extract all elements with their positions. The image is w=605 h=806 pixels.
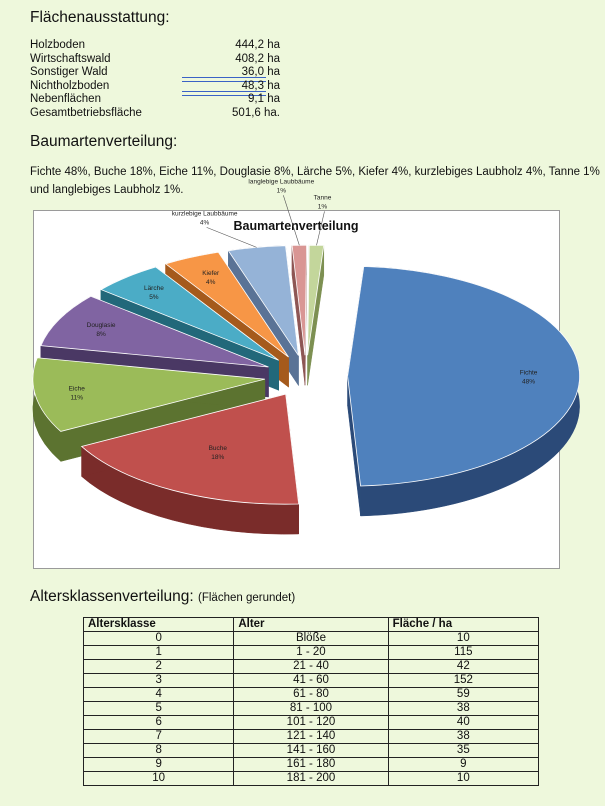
table-row [84, 688, 539, 702]
area-value: 408,2 ha [235, 52, 280, 65]
table-cell: 115 [388, 646, 538, 660]
table-cell: 6 [84, 716, 234, 730]
area-label: Nebenflächen [30, 93, 101, 105]
pie-label-value: 18% [211, 453, 225, 461]
area-value: 501,6 ha. [232, 106, 280, 119]
area-row-nichtholzboden [30, 80, 280, 94]
table-cell: 38 [388, 702, 538, 716]
table-row [84, 632, 539, 646]
table-cell: 5 [84, 702, 234, 716]
pie-label-value: 1% [276, 187, 287, 195]
area-value: 444,2 ha [235, 39, 280, 51]
pie-label-name: langlebige Laubbäume [248, 178, 315, 186]
pie-label-value: 11% [70, 394, 84, 402]
area-row-holzboden [30, 39, 280, 53]
pie-label-value: 48% [522, 378, 536, 386]
table-cell: 141 - 160 [234, 744, 388, 758]
pie-label-name: Eiche [68, 385, 85, 393]
table-header-row [84, 618, 539, 632]
table-cell: 7 [84, 730, 234, 744]
pie-label-value: 4% [199, 219, 210, 227]
area-value: 9,1 ha [248, 93, 280, 105]
area-row-nebenflaechen [30, 93, 280, 107]
species-description: Fichte 48%, Buche 18%, Eiche 11%, Douglasie 8%, Lärche 5%, Kiefer 4%, kurzlebiges Laubholz 4%, Tanne 1% und langlebiges Laubholz 1%. [30, 166, 600, 196]
chart-title: Baumartenverteilung [233, 219, 359, 233]
age-class-table [83, 617, 539, 786]
area-row-sonstiger-wald [30, 66, 280, 80]
table-cell: 0 [84, 632, 234, 646]
pie-label-value: 1% [317, 203, 328, 211]
table-cell: 21 - 40 [234, 660, 388, 674]
pie-label-name: Lärche [143, 285, 164, 293]
area-row-wirtschaftswald [30, 53, 280, 67]
pie-label-name: kurzlebige Laubbäume [171, 210, 238, 218]
area-list [30, 39, 280, 120]
area-value: 36,0 ha [241, 66, 280, 78]
column-header: Fläche / ha [388, 618, 538, 632]
area-label: Wirtschaftswald [30, 52, 111, 65]
table-cell: 101 - 120 [234, 716, 388, 730]
pie-label-value: 4% [205, 279, 216, 287]
table-cell: 4 [84, 688, 234, 702]
table-cell: 10 [388, 632, 538, 646]
pie-slice-tanne [308, 245, 324, 355]
area-label: Sonstiger Wald [30, 66, 108, 78]
column-header: Alter [234, 618, 388, 632]
table-cell: 1 - 20 [234, 646, 388, 660]
table-cell: 152 [388, 674, 538, 688]
table-cell: 161 - 180 [234, 758, 388, 772]
table-row [84, 702, 539, 716]
table-cell: 10 [84, 772, 234, 786]
table-row [84, 716, 539, 730]
area-label: Nichtholzboden [30, 79, 110, 92]
table-cell: 181 - 200 [234, 772, 388, 786]
table-row [84, 758, 539, 772]
table-cell: 41 - 60 [234, 674, 388, 688]
table-cell: 121 - 140 [234, 730, 388, 744]
table-cell: 9 [388, 758, 538, 772]
pie-label-value: 5% [149, 294, 159, 302]
table-cell: 35 [388, 744, 538, 758]
table-cell: 81 - 100 [234, 702, 388, 716]
table-row [84, 772, 539, 786]
table-cell: Blöße [234, 632, 388, 646]
age-class-title: Altersklassenverteilung: [30, 588, 194, 605]
pie-label-value: 8% [96, 330, 106, 338]
area-row-gesamt [30, 107, 280, 121]
table-cell: 42 [388, 660, 538, 674]
pie-label-name: Tanne [313, 194, 332, 202]
table-cell: 9 [84, 758, 234, 772]
table-row [84, 674, 539, 688]
age-class-note: (Flächen gerundet) [198, 592, 296, 604]
area-value: 48,3 ha [241, 79, 280, 92]
table-cell: 10 [388, 772, 538, 786]
table-cell: 8 [84, 744, 234, 758]
table-row [84, 744, 539, 758]
area-label: Gesamtbetriebsfläche [30, 106, 142, 119]
age-class-section-title [30, 588, 295, 606]
species-section-title: Baumartenverteilung: [30, 133, 178, 150]
table-cell: 38 [388, 730, 538, 744]
table-cell: 40 [388, 716, 538, 730]
table-cell: 1 [84, 646, 234, 660]
pie-label-name: Buche [208, 444, 228, 452]
pie-label-name: Kiefer [202, 270, 220, 278]
table-cell: 59 [388, 688, 538, 702]
area-section-title: Flächenausstattung: [30, 9, 170, 26]
table-cell: 2 [84, 660, 234, 674]
table-row [84, 646, 539, 660]
table-row [84, 730, 539, 744]
area-label: Holzboden [30, 39, 85, 51]
column-header: Altersklasse [84, 618, 234, 632]
table-row [84, 660, 539, 674]
pie-label-name: Douglasie [86, 321, 116, 329]
table-cell: 3 [84, 674, 234, 688]
table-cell: 61 - 80 [234, 688, 388, 702]
pie-label-name: Fichte [519, 369, 538, 377]
